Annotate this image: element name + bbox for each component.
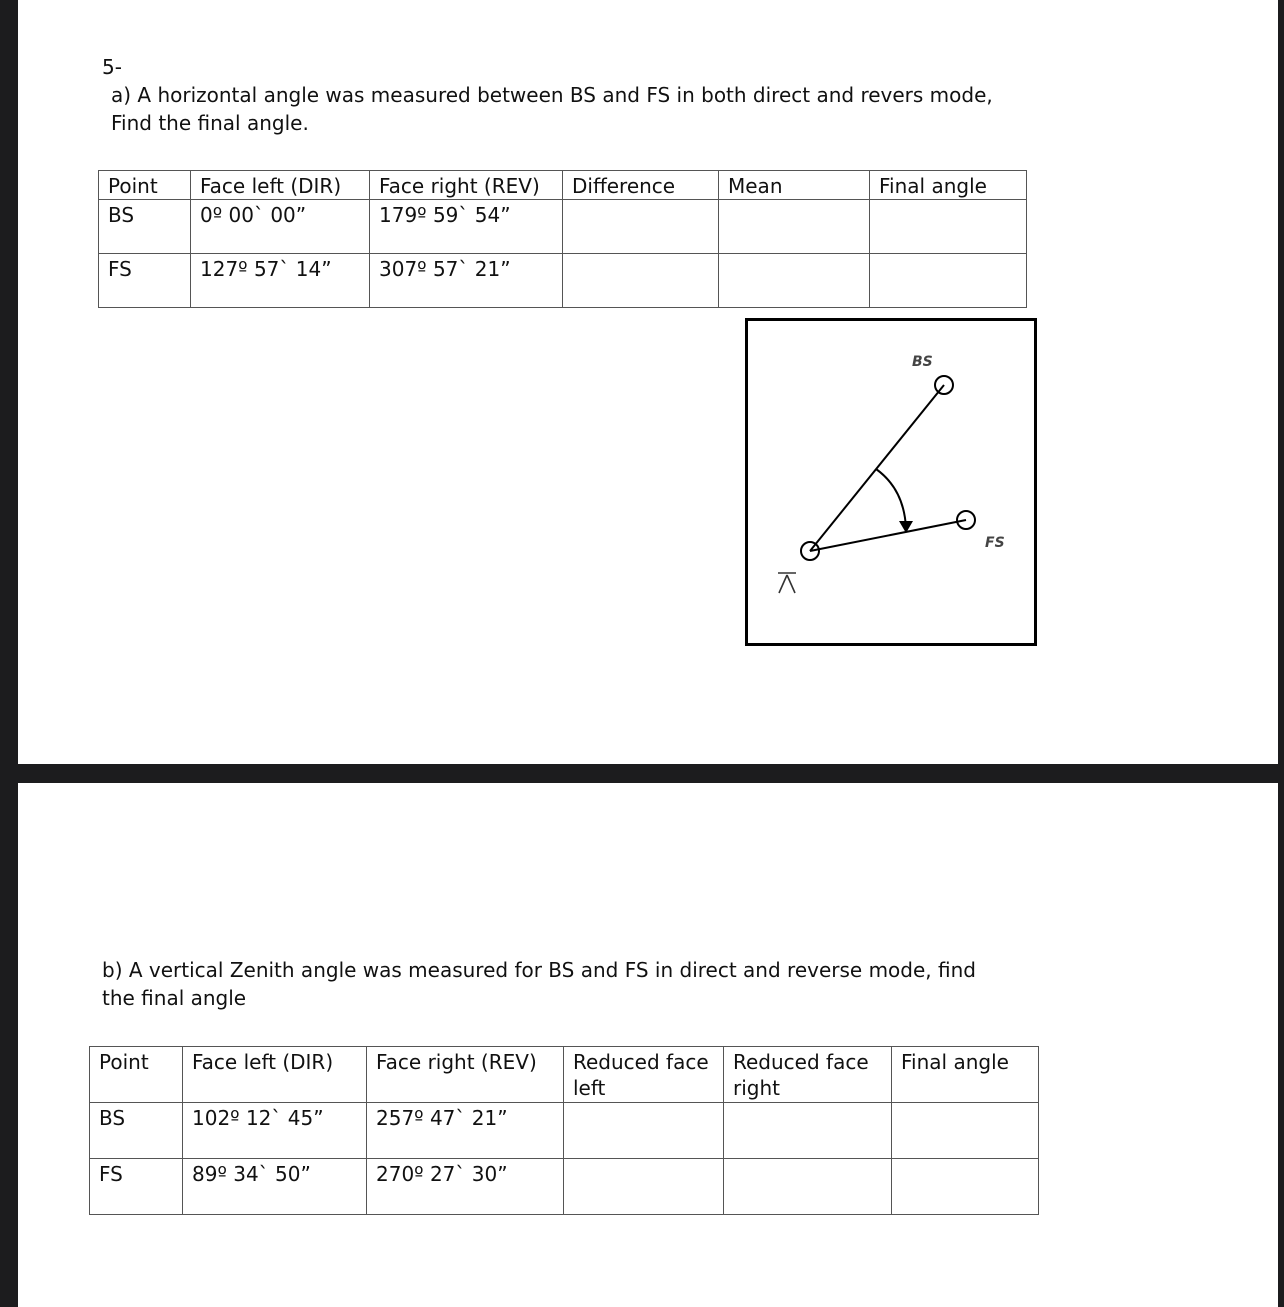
part-b-prompt-line2: the final angle [102,986,247,1010]
cell-reduced-right-fs[interactable] [724,1159,892,1215]
table-row [90,1103,1039,1159]
header-final-angle [892,1047,1039,1103]
header-point-text: Point [99,1050,149,1074]
horizontal-angle-table [98,170,1027,308]
cell-face-left-bs: 102º 12` 45” [183,1103,367,1159]
table-header-row [99,171,1027,200]
cell-face-left-fs: 127º 57` 14” [191,254,370,308]
angle-diagram [745,318,1037,646]
header-reduced-left-line1: Reduced face [573,1050,709,1074]
header-face-right: Face right (REV) [370,171,563,200]
part-a-prompt-line2: Find the final angle. [111,111,309,135]
cell-face-right-bs: 179º 59` 54” [370,200,563,254]
header-face-right [367,1047,564,1103]
cell-face-right-fs: 270º 27` 30” [367,1159,564,1215]
cell-point-fs: FS [99,254,191,308]
header-point: Point [99,171,191,200]
cell-mean-fs[interactable] [719,254,870,308]
cell-reduced-left-fs[interactable] [564,1159,724,1215]
bs-label: BS [912,354,933,370]
tripod-icon [778,573,796,593]
table-header-row [90,1047,1039,1103]
zenith-angle-table [89,1046,1039,1215]
fs-label: FS [985,535,1005,551]
question-number: 5- [102,55,122,79]
cell-reduced-left-bs[interactable] [564,1103,724,1159]
cell-point-bs: BS [90,1103,183,1159]
header-final-angle: Final angle [870,171,1027,200]
cell-face-left-fs: 89º 34` 50” [183,1159,367,1215]
table-row [99,254,1027,308]
part-a-prompt-line1: a) A horizontal angle was measured between BS and FS in both direct and revers mode, [111,83,993,107]
header-reduced-left-line2: left [573,1076,606,1100]
header-face-left [183,1047,367,1103]
header-face-left: Face left (DIR) [191,171,370,200]
header-face-left-text: Face left (DIR) [192,1050,334,1074]
part-b-prompt-line1: b) A vertical Zenith angle was measured for BS and FS in direct and reverse mode, find [102,958,976,982]
cell-final-angle-fs[interactable] [870,254,1027,308]
cell-final-angle-bs[interactable] [892,1103,1039,1159]
page-part-b [18,783,1278,1307]
header-point [90,1047,183,1103]
header-difference: Difference [563,171,719,200]
fs-sight-line [810,520,966,551]
cell-final-angle-bs[interactable] [870,200,1027,254]
header-reduced-right-line1: Reduced face [733,1050,869,1074]
cell-final-angle-fs[interactable] [892,1159,1039,1215]
cell-face-right-bs: 257º 47` 21” [367,1103,564,1159]
header-reduced-face-left [564,1047,724,1103]
table-row [99,200,1027,254]
header-final-angle-text: Final angle [901,1050,1009,1074]
table-row [90,1159,1039,1215]
angle-diagram-svg [748,321,1034,643]
cell-face-right-fs: 307º 57` 21” [370,254,563,308]
cell-mean-bs[interactable] [719,200,870,254]
header-mean: Mean [719,171,870,200]
cell-point-bs: BS [99,200,191,254]
cell-difference-bs[interactable] [563,200,719,254]
header-reduced-right-line2: right [733,1076,780,1100]
header-reduced-face-right [724,1047,892,1103]
header-face-right-text: Face right (REV) [376,1050,537,1074]
cell-difference-fs[interactable] [563,254,719,308]
cell-face-left-bs: 0º 00` 00” [191,200,370,254]
bs-sight-line [810,385,944,551]
cell-point-fs: FS [90,1159,183,1215]
angle-arc [876,469,906,528]
page-part-a [18,0,1278,764]
cell-reduced-right-bs[interactable] [724,1103,892,1159]
